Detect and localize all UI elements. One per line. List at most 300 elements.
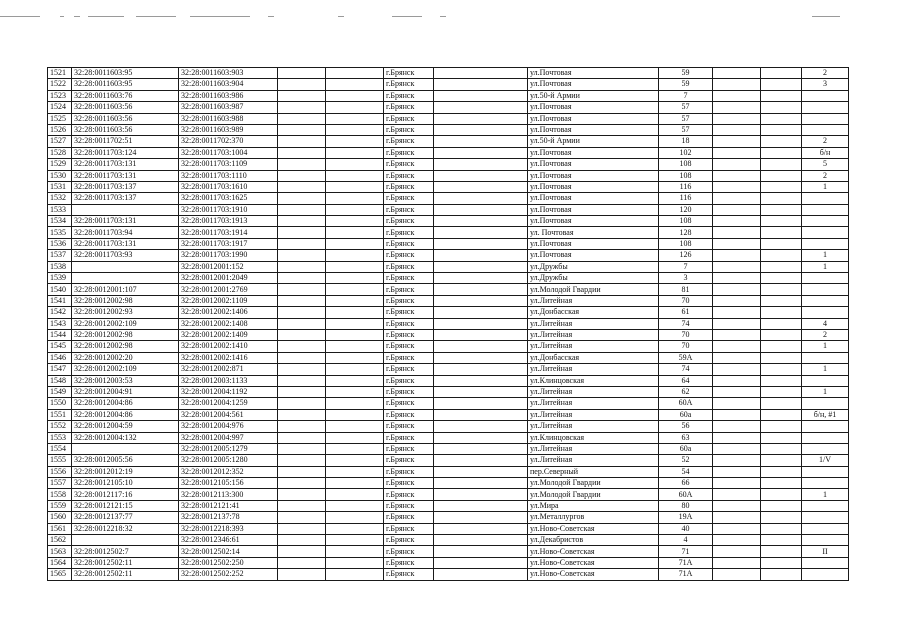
cell-empty — [713, 569, 761, 580]
table-row — [48, 68, 849, 79]
cell-cadastral-number: 32:28:0012002:1409 — [179, 329, 278, 340]
cell-parent-cadastral-number: 32:28:0012002:20 — [72, 352, 179, 363]
cell-empty — [278, 489, 326, 500]
cell-apartment-number: 3 — [802, 79, 849, 90]
table-row — [48, 569, 849, 580]
cell-street: ул.Молодой Гвардии — [528, 478, 659, 489]
cell-street: ул.Литейная — [528, 455, 659, 466]
table-row — [48, 364, 849, 375]
cell-row-number: 1525 — [48, 113, 72, 124]
cell-empty — [278, 147, 326, 158]
cell-row-number: 1553 — [48, 432, 72, 443]
cell-empty — [326, 352, 384, 363]
cell-empty — [326, 386, 384, 397]
cell-empty — [761, 443, 802, 454]
table-row — [48, 557, 849, 568]
table-row — [48, 295, 849, 306]
cell-empty — [713, 535, 761, 546]
cell-house-number: 60а — [659, 409, 713, 420]
cell-parent-cadastral-number: 32:28:0012137:77 — [72, 512, 179, 523]
cell-empty — [761, 466, 802, 477]
cell-empty — [434, 318, 528, 329]
cell-empty — [761, 375, 802, 386]
cell-apartment-number: 2 — [802, 68, 849, 79]
cell-empty — [434, 136, 528, 147]
cell-empty — [761, 193, 802, 204]
cell-empty — [326, 216, 384, 227]
cell-house-number: 59 — [659, 68, 713, 79]
cell-empty — [713, 273, 761, 284]
cell-empty — [434, 284, 528, 295]
cell-apartment-number — [802, 216, 849, 227]
cell-empty — [326, 102, 384, 113]
table-row — [48, 432, 849, 443]
cell-house-number: 60а — [659, 443, 713, 454]
cell-empty — [713, 318, 761, 329]
cell-city: г.Брянск — [384, 318, 434, 329]
cell-empty — [326, 273, 384, 284]
cell-empty — [434, 535, 528, 546]
table-row — [48, 159, 849, 170]
cell-apartment-number: II — [802, 546, 849, 557]
cell-row-number: 1558 — [48, 489, 72, 500]
cell-house-number: 128 — [659, 227, 713, 238]
cell-empty — [326, 546, 384, 557]
cell-empty — [713, 466, 761, 477]
cell-city: г.Брянск — [384, 250, 434, 261]
cell-empty — [761, 341, 802, 352]
cell-house-number: 74 — [659, 364, 713, 375]
cell-street: ул.Почтовая — [528, 181, 659, 192]
cell-house-number: 4 — [659, 535, 713, 546]
cell-empty — [278, 159, 326, 170]
cell-house-number: 71А — [659, 569, 713, 580]
cell-empty — [761, 455, 802, 466]
cell-parent-cadastral-number: 32:28:0011703:137 — [72, 181, 179, 192]
cell-empty — [761, 386, 802, 397]
cell-empty — [326, 466, 384, 477]
cell-empty — [278, 341, 326, 352]
cell-house-number: 18 — [659, 136, 713, 147]
cell-empty — [434, 443, 528, 454]
cell-parent-cadastral-number: 32:28:0012002:93 — [72, 307, 179, 318]
cell-empty — [434, 500, 528, 511]
cell-street: ул.50-й Армии — [528, 136, 659, 147]
cell-house-number: 60А — [659, 398, 713, 409]
cell-empty — [713, 512, 761, 523]
cell-cadastral-number: 32:28:0012012:352 — [179, 466, 278, 477]
cell-empty — [761, 478, 802, 489]
cell-empty — [434, 455, 528, 466]
cell-row-number: 1557 — [48, 478, 72, 489]
cell-street: ул.Молодой Гвардии — [528, 489, 659, 500]
cell-apartment-number — [802, 273, 849, 284]
cell-row-number: 1563 — [48, 546, 72, 557]
table-row — [48, 546, 849, 557]
cell-row-number: 1536 — [48, 238, 72, 249]
cell-parent-cadastral-number: 32:28:0012004:59 — [72, 421, 179, 432]
cell-street: ул.Литейная — [528, 421, 659, 432]
cell-empty — [434, 398, 528, 409]
cell-city: г.Брянск — [384, 307, 434, 318]
cell-city: г.Брянск — [384, 295, 434, 306]
cell-city: г.Брянск — [384, 489, 434, 500]
cell-row-number: 1521 — [48, 68, 72, 79]
table-row — [48, 341, 849, 352]
table-row — [48, 375, 849, 386]
cell-row-number: 1540 — [48, 284, 72, 295]
table-row — [48, 512, 849, 523]
cell-row-number: 1532 — [48, 193, 72, 204]
cell-apartment-number — [802, 238, 849, 249]
cell-empty — [326, 535, 384, 546]
cell-cadastral-number: 32:28:0011703:1109 — [179, 159, 278, 170]
cell-house-number: 80 — [659, 500, 713, 511]
cell-cadastral-number: 32:28:0012002:1109 — [179, 295, 278, 306]
cell-cadastral-number: 32:28:0012001:152 — [179, 261, 278, 272]
cell-row-number: 1531 — [48, 181, 72, 192]
table-row — [48, 250, 849, 261]
cell-house-number: 59А — [659, 352, 713, 363]
cell-parent-cadastral-number: 32:28:0011703:131 — [72, 170, 179, 181]
cell-empty — [278, 546, 326, 557]
table-row — [48, 79, 849, 90]
cell-empty — [713, 170, 761, 181]
cell-street: ул.Литейная — [528, 318, 659, 329]
cell-empty — [326, 318, 384, 329]
cell-empty — [326, 398, 384, 409]
cell-apartment-number — [802, 227, 849, 238]
cell-empty — [713, 227, 761, 238]
cell-house-number: 108 — [659, 159, 713, 170]
cell-empty — [761, 295, 802, 306]
cell-empty — [326, 421, 384, 432]
cell-parent-cadastral-number: 32:28:0012105:10 — [72, 478, 179, 489]
cell-cadastral-number: 32:28:0012004:1192 — [179, 386, 278, 397]
cell-empty — [713, 341, 761, 352]
cell-empty — [761, 432, 802, 443]
cell-apartment-number — [802, 90, 849, 101]
cell-city: г.Брянск — [384, 466, 434, 477]
cell-empty — [326, 295, 384, 306]
cell-empty — [713, 261, 761, 272]
cell-row-number: 1529 — [48, 159, 72, 170]
cell-parent-cadastral-number: 32:28:0011603:76 — [72, 90, 179, 101]
cell-cadastral-number: 32:28:0012003:1133 — [179, 375, 278, 386]
cell-row-number: 1541 — [48, 295, 72, 306]
cell-empty — [761, 546, 802, 557]
cell-empty — [713, 250, 761, 261]
cell-house-number: 59 — [659, 79, 713, 90]
cell-street: ул.Литейная — [528, 329, 659, 340]
cell-row-number: 1548 — [48, 375, 72, 386]
table-row — [48, 409, 849, 420]
cell-empty — [761, 124, 802, 135]
cell-apartment-number — [802, 193, 849, 204]
cell-empty — [326, 227, 384, 238]
cell-city: г.Брянск — [384, 500, 434, 511]
cell-row-number: 1551 — [48, 409, 72, 420]
cell-apartment-number — [802, 535, 849, 546]
cell-empty — [434, 204, 528, 215]
cell-street: ул.Ново-Советская — [528, 546, 659, 557]
cell-house-number: 60А — [659, 489, 713, 500]
cell-empty — [434, 90, 528, 101]
cell-empty — [434, 546, 528, 557]
table-row — [48, 261, 849, 272]
cell-empty — [278, 386, 326, 397]
cell-city: г.Брянск — [384, 227, 434, 238]
cell-empty — [434, 466, 528, 477]
table-row — [48, 227, 849, 238]
cell-row-number: 1555 — [48, 455, 72, 466]
cell-cadastral-number: 32:28:0011703:1910 — [179, 204, 278, 215]
cell-parent-cadastral-number: 32:28:0011703:131 — [72, 216, 179, 227]
cell-empty — [761, 250, 802, 261]
cell-empty — [761, 489, 802, 500]
cell-empty — [761, 500, 802, 511]
cell-parent-cadastral-number: 32:28:0011703:137 — [72, 193, 179, 204]
cell-empty — [326, 409, 384, 420]
cell-cadastral-number: 32:28:0012502:14 — [179, 546, 278, 557]
cell-row-number: 1556 — [48, 466, 72, 477]
cell-apartment-number: 4 — [802, 318, 849, 329]
cell-empty — [713, 136, 761, 147]
cell-house-number: 70 — [659, 329, 713, 340]
cell-apartment-number: б/н — [802, 147, 849, 158]
cell-empty — [326, 193, 384, 204]
cell-apartment-number: 1 — [802, 261, 849, 272]
cell-row-number: 1545 — [48, 341, 72, 352]
cell-cadastral-number: 32:28:0012004:997 — [179, 432, 278, 443]
cell-row-number: 1546 — [48, 352, 72, 363]
cell-apartment-number — [802, 512, 849, 523]
cell-row-number: 1547 — [48, 364, 72, 375]
cell-house-number: 57 — [659, 113, 713, 124]
cell-empty — [278, 466, 326, 477]
cell-cadastral-number: 32:28:0011603:988 — [179, 113, 278, 124]
cell-empty — [326, 478, 384, 489]
cell-city: г.Брянск — [384, 329, 434, 340]
cell-cadastral-number: 32:28:0011703:1110 — [179, 170, 278, 181]
cell-empty — [278, 432, 326, 443]
cell-empty — [278, 421, 326, 432]
cell-empty — [761, 216, 802, 227]
cell-empty — [713, 523, 761, 534]
cell-empty — [761, 204, 802, 215]
cell-parent-cadastral-number — [72, 204, 179, 215]
cell-street: ул.Ново-Советская — [528, 523, 659, 534]
cell-city: г.Брянск — [384, 478, 434, 489]
cell-street: ул.Клинцовская — [528, 432, 659, 443]
cell-cadastral-number: 32:28:0012502:250 — [179, 557, 278, 568]
cell-row-number: 1533 — [48, 204, 72, 215]
cell-empty — [278, 227, 326, 238]
cell-city: г.Брянск — [384, 79, 434, 90]
cell-apartment-number — [802, 523, 849, 534]
table-row — [48, 113, 849, 124]
cell-empty — [713, 398, 761, 409]
cell-empty — [434, 329, 528, 340]
cell-empty — [713, 216, 761, 227]
cell-street: ул.Литейная — [528, 443, 659, 454]
cell-row-number: 1542 — [48, 307, 72, 318]
cell-cadastral-number: 32:28:0012004:976 — [179, 421, 278, 432]
cell-street: ул.Молодой Гвардии — [528, 284, 659, 295]
cell-house-number: 108 — [659, 216, 713, 227]
cell-cadastral-number: 32:28:0012121:41 — [179, 500, 278, 511]
cell-empty — [326, 284, 384, 295]
cell-city: г.Брянск — [384, 147, 434, 158]
cell-empty — [713, 113, 761, 124]
cell-empty — [326, 443, 384, 454]
cell-apartment-number — [802, 466, 849, 477]
cell-row-number: 1537 — [48, 250, 72, 261]
cell-empty — [761, 68, 802, 79]
cell-street: ул.Почтовая — [528, 124, 659, 135]
cell-cadastral-number: 32:28:0012113:300 — [179, 489, 278, 500]
cell-empty — [434, 273, 528, 284]
cell-empty — [434, 421, 528, 432]
cell-empty — [761, 569, 802, 580]
cell-empty — [278, 500, 326, 511]
cell-empty — [713, 557, 761, 568]
cell-apartment-number: 5 — [802, 159, 849, 170]
cell-empty — [761, 284, 802, 295]
cell-parent-cadastral-number: 32:28:0011703:131 — [72, 159, 179, 170]
cell-empty — [761, 181, 802, 192]
cell-row-number: 1528 — [48, 147, 72, 158]
cell-cadastral-number: 32:28:0012005:1279 — [179, 443, 278, 454]
table-row — [48, 181, 849, 192]
cell-street: ул.Литейная — [528, 364, 659, 375]
cell-parent-cadastral-number: 32:28:0012002:98 — [72, 341, 179, 352]
cell-city: г.Брянск — [384, 102, 434, 113]
cell-row-number: 1526 — [48, 124, 72, 135]
cell-parent-cadastral-number: 32:28:0012001:107 — [72, 284, 179, 295]
cell-street: ул.Почтовая — [528, 159, 659, 170]
cell-empty — [278, 318, 326, 329]
cell-empty — [278, 295, 326, 306]
cell-city: г.Брянск — [384, 193, 434, 204]
table-row — [48, 90, 849, 101]
cell-street: ул.Литейная — [528, 341, 659, 352]
table-row — [48, 478, 849, 489]
cell-parent-cadastral-number: 32:28:0012004:86 — [72, 398, 179, 409]
cell-row-number: 1554 — [48, 443, 72, 454]
cell-house-number: 7 — [659, 90, 713, 101]
table-row — [48, 307, 849, 318]
cell-house-number: 108 — [659, 170, 713, 181]
cell-empty — [434, 512, 528, 523]
cell-empty — [326, 557, 384, 568]
table-row — [48, 318, 849, 329]
cell-empty — [434, 307, 528, 318]
table-row — [48, 535, 849, 546]
cell-city: г.Брянск — [384, 364, 434, 375]
cell-empty — [713, 79, 761, 90]
cell-empty — [278, 455, 326, 466]
cell-empty — [278, 170, 326, 181]
cell-empty — [713, 147, 761, 158]
cell-cadastral-number: 32:28:0011703:1004 — [179, 147, 278, 158]
cell-cadastral-number: 32:28:0011603:904 — [179, 79, 278, 90]
cell-house-number: 71А — [659, 557, 713, 568]
table-row — [48, 466, 849, 477]
table-row — [48, 204, 849, 215]
cell-house-number: 40 — [659, 523, 713, 534]
cell-row-number: 1530 — [48, 170, 72, 181]
cell-cadastral-number: 32:28:0011703:1913 — [179, 216, 278, 227]
cell-empty — [278, 261, 326, 272]
cell-cadastral-number: 32:28:0012001:2049 — [179, 273, 278, 284]
cell-empty — [713, 329, 761, 340]
cell-empty — [278, 569, 326, 580]
cell-empty — [326, 79, 384, 90]
cell-empty — [434, 364, 528, 375]
cell-empty — [278, 478, 326, 489]
table-row — [48, 170, 849, 181]
cell-street: ул.Почтовая — [528, 147, 659, 158]
cell-row-number: 1565 — [48, 569, 72, 580]
cell-house-number: 102 — [659, 147, 713, 158]
cell-street: ул.Ново-Советская — [528, 557, 659, 568]
cell-row-number: 1539 — [48, 273, 72, 284]
cell-empty — [434, 569, 528, 580]
cell-street: пер.Северный — [528, 466, 659, 477]
cell-empty — [761, 352, 802, 363]
cell-row-number: 1552 — [48, 421, 72, 432]
cell-city: г.Брянск — [384, 557, 434, 568]
cell-house-number: 108 — [659, 238, 713, 249]
cell-empty — [278, 307, 326, 318]
cell-house-number: 66 — [659, 478, 713, 489]
cell-cadastral-number: 32:28:0011603:986 — [179, 90, 278, 101]
cell-empty — [278, 193, 326, 204]
cell-parent-cadastral-number: 32:28:0011703:93 — [72, 250, 179, 261]
cell-parent-cadastral-number: 32:28:0012121:15 — [72, 500, 179, 511]
cell-empty — [434, 523, 528, 534]
cell-apartment-number: 2 — [802, 170, 849, 181]
cell-street: ул.Литейная — [528, 398, 659, 409]
cell-street: ул.Клинцовская — [528, 375, 659, 386]
cell-empty — [278, 364, 326, 375]
cell-house-number: 120 — [659, 204, 713, 215]
cell-city: г.Брянск — [384, 284, 434, 295]
cell-empty — [326, 147, 384, 158]
cell-street: ул.Почтовая — [528, 250, 659, 261]
cell-street: ул.Почтовая — [528, 170, 659, 181]
cell-street: ул.Дружбы — [528, 273, 659, 284]
table-row — [48, 421, 849, 432]
cell-house-number: 19А — [659, 512, 713, 523]
cell-house-number: 64 — [659, 375, 713, 386]
cell-empty — [326, 455, 384, 466]
cell-parent-cadastral-number: 32:28:0012004:132 — [72, 432, 179, 443]
cell-empty — [278, 124, 326, 135]
cell-empty — [278, 204, 326, 215]
cell-street: ул. Почтовая — [528, 227, 659, 238]
cell-empty — [434, 159, 528, 170]
cell-apartment-number — [802, 478, 849, 489]
cell-cadastral-number: 32:28:0012002:1406 — [179, 307, 278, 318]
cell-parent-cadastral-number: 32:28:0012004:91 — [72, 386, 179, 397]
cell-cadastral-number: 32:28:0012002:1410 — [179, 341, 278, 352]
cell-parent-cadastral-number: 32:28:0012002:98 — [72, 329, 179, 340]
cell-empty — [434, 113, 528, 124]
cell-empty — [278, 329, 326, 340]
cell-empty — [326, 68, 384, 79]
